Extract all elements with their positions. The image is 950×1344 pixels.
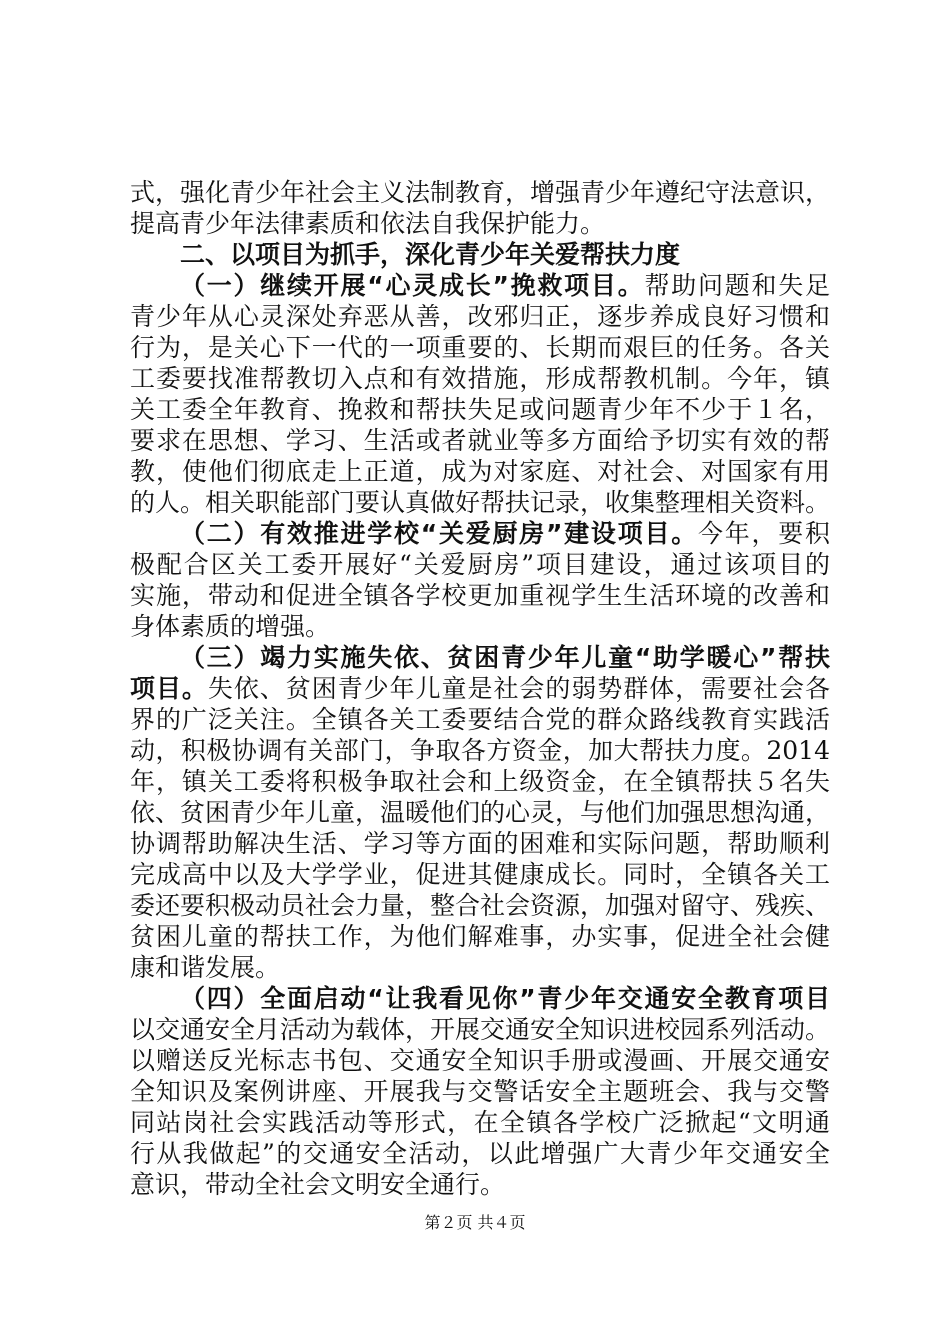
body-line-28-text: 以交通安全月活动为载体，开展交通安全知识进校园系列活动。 (130, 1015, 831, 1044)
body-line-5 (130, 301, 830, 332)
body-line-15 (130, 611, 830, 642)
subsection-2-line-1 (130, 518, 830, 549)
body-line-11 (130, 487, 830, 518)
body-line-18-text: 界的广泛关注。全镇各关工委要结合党的群众路线教育实践活 (130, 705, 830, 734)
body-line-13-text: 极配合区关工委开展好“关爱厨房”项目建设，通过该项目的 (130, 550, 830, 579)
body-line-29-text: 以赠送反光标志书包、交通安全知识手册或漫画、开展交通安 (130, 1046, 830, 1075)
body-line-13 (130, 549, 830, 580)
subsection-1-line-1-text: 帮助问题和失足 (644, 271, 830, 300)
body-line-32-text: 行从我做起”的交通安全活动，以此增强广大青少年交通安全 (130, 1139, 830, 1168)
body-line-24-text: 委还要积极动员社会力量，整合社会资源，加强对留守、残疾、 (130, 891, 831, 920)
subsection-1-line-1 (130, 270, 830, 301)
subsection-3-line-2 (130, 673, 830, 704)
section-heading-2-text: 二、以项目为抓手，深化青少年关爱帮扶力度 (180, 240, 681, 269)
body-line-7 (130, 363, 830, 394)
body-line-33-text: 意识，带动全社会文明安全通行。 (130, 1170, 506, 1199)
body-line-32 (130, 1138, 830, 1169)
body-line-8-text: 关工委全年教育、挽救和帮扶失足或问题青少年不少于１名， (130, 395, 830, 424)
subsection-3-title-end: 项目。 (130, 674, 208, 703)
subsection-3-line-2-text: 失依、贫困青少年儿童是社会的弱势群体，需要社会各 (207, 674, 830, 703)
body-line-9-text: 要求在思想、学习、生活或者就业等多方面给予切实有效的帮 (130, 426, 830, 455)
subsection-3-title: （三）竭力实施失依、贫困青少年儿童“助学暖心”帮扶 (180, 643, 830, 672)
subsection-2-title: （二）有效推进学校“关爱厨房”建设项目。 (180, 519, 698, 548)
page-footer (0, 1213, 950, 1233)
body-line-31-text: 同站岗社会实践活动等形式，在全镇各学校广泛掀起“文明通 (130, 1108, 830, 1137)
body-line-10 (130, 456, 830, 487)
body-line-25 (130, 921, 830, 952)
body-line-11-text: 的人。相关职能部门要认真做好帮扶记录，收集整理相关资料。 (130, 488, 831, 517)
body-line-8 (130, 394, 830, 425)
body-line-31 (130, 1107, 830, 1138)
body-line-10-text: 教，使他们彻底走上正道，成为对家庭、对社会、对国家有用 (130, 457, 830, 486)
page-number-label: 第２页 共４页 (424, 1213, 526, 1232)
body-line-22-text: 协调帮助解决生活、学习等方面的困难和实际问题，帮助顺利 (130, 829, 830, 858)
body-line-23 (130, 859, 830, 890)
document-body (130, 177, 830, 1200)
body-line-14-text: 实施，带动和促进全镇各学校更加重视学生生活环境的改善和 (130, 581, 830, 610)
subsection-4-line-1 (130, 983, 830, 1014)
body-line-24 (130, 890, 830, 921)
body-line-5-text: 青少年从心灵深处弃恶从善，改邪归正，逐步养成良好习惯和 (130, 302, 830, 331)
body-line-28 (130, 1014, 830, 1045)
body-line-23-text: 完成高中以及大学学业，促进其健康成长。同时，全镇各关工 (130, 860, 830, 889)
body-line-20-text: 年，镇关工委将积极争取社会和上级资金，在全镇帮扶５名失 (130, 767, 830, 796)
body-line-15-text: 身体素质的增强。 (130, 612, 331, 641)
body-line-20 (130, 766, 830, 797)
body-line-19 (130, 735, 830, 766)
body-line-29 (130, 1045, 830, 1076)
body-line-21-text: 依、贫困青少年儿童，温暖他们的心灵，与他们加强思想沟通， (130, 798, 831, 827)
body-line-22 (130, 828, 830, 859)
body-line-6 (130, 332, 830, 363)
subsection-3-line-1 (130, 642, 830, 673)
body-line-33 (130, 1169, 830, 1200)
body-line-2-text: 提高青少年法律素质和依法自我保护能力。 (130, 209, 606, 238)
subsection-4-title: （四）全面启动“让我看见你”青少年交通安全教育项目 (180, 984, 830, 1013)
body-line-26-text: 康和谐发展。 (130, 953, 281, 982)
body-line-30-text: 全知识及案例讲座、开展我与交警话安全主题班会、我与交警 (130, 1077, 830, 1106)
body-line-30 (130, 1076, 830, 1107)
section-heading-2 (130, 239, 830, 270)
body-line-21 (130, 797, 830, 828)
subsection-2-line-1-text: 今年，要积 (697, 519, 830, 548)
body-line-26 (130, 952, 830, 983)
body-line-19-text: 动，积极协调有关部门，争取各方资金，加大帮扶力度。2014 (130, 736, 830, 765)
body-line-7-text: 工委要找准帮教切入点和有效措施，形成帮教机制。今年，镇 (130, 364, 830, 393)
body-line-1-text: 式，强化青少年社会主义法制教育，增强青少年遵纪守法意识， (130, 178, 831, 207)
subsection-1-title: （一）继续开展“心灵成长”挽救项目。 (180, 271, 645, 300)
body-line-25-text: 贫困儿童的帮扶工作，为他们解难事，办实事，促进全社会健 (130, 922, 830, 951)
body-line-18 (130, 704, 830, 735)
body-line-9 (130, 425, 830, 456)
body-line-6-text: 行为，是关心下一代的一项重要的、长期而艰巨的任务。各关 (130, 333, 830, 362)
body-line-1 (130, 177, 830, 208)
body-line-2 (130, 208, 830, 239)
body-line-14 (130, 580, 830, 611)
